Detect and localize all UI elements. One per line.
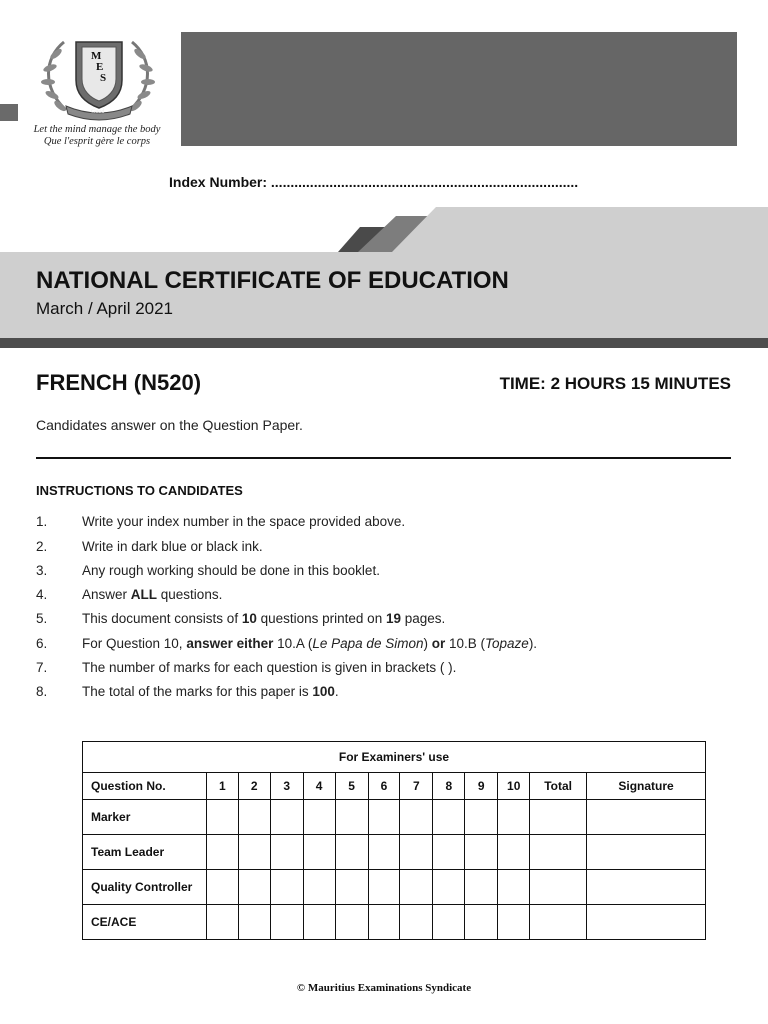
margin-tab xyxy=(0,104,18,121)
header-cell: 10 xyxy=(498,773,530,800)
row-label: Team Leader xyxy=(83,835,207,870)
mark-cell[interactable] xyxy=(465,800,498,835)
mark-cell[interactable] xyxy=(400,835,433,870)
total-cell[interactable] xyxy=(530,870,587,905)
table-row xyxy=(83,800,706,835)
mark-cell[interactable] xyxy=(433,835,465,870)
mark-cell[interactable] xyxy=(465,835,498,870)
seal-letter: E xyxy=(96,61,104,73)
mark-cell[interactable] xyxy=(270,905,303,940)
copyright-icon: © xyxy=(296,982,306,994)
mark-cell[interactable] xyxy=(238,835,270,870)
mark-cell[interactable] xyxy=(238,870,270,905)
mark-cell[interactable] xyxy=(303,905,335,940)
table-row xyxy=(83,835,706,870)
header-cell: 2 xyxy=(238,773,270,800)
instructions-heading: INSTRUCTIONS TO CANDIDATES xyxy=(36,483,243,498)
instruction-text: Write in dark blue or black ink. xyxy=(82,539,263,554)
table-caption: For Examiners' use xyxy=(83,742,706,773)
mark-cell[interactable] xyxy=(238,905,270,940)
mark-cell[interactable] xyxy=(303,800,335,835)
header-cell: 3 xyxy=(270,773,303,800)
instruction-number: 1. xyxy=(36,514,48,529)
time-allowed: TIME: 2 HOURS 15 MINUTES xyxy=(499,374,731,393)
mark-cell[interactable] xyxy=(433,870,465,905)
header-cell: 7 xyxy=(400,773,433,800)
row-label: Marker xyxy=(83,800,207,835)
mark-cell[interactable] xyxy=(335,800,368,835)
header-cell: 4 xyxy=(303,773,335,800)
total-cell[interactable] xyxy=(530,800,587,835)
mark-cell[interactable] xyxy=(400,870,433,905)
instruction-text: Any rough working should be done in this booklet. xyxy=(82,563,380,578)
seal-letter: S xyxy=(100,72,107,84)
instruction-text: Answer ALL questions. xyxy=(82,587,223,602)
mark-cell[interactable] xyxy=(498,905,530,940)
header-cell: 6 xyxy=(368,773,400,800)
mark-cell[interactable] xyxy=(498,800,530,835)
row-label: CE/ACE xyxy=(83,905,207,940)
index-number-field[interactable] xyxy=(169,174,578,190)
copyright-text: Mauritius Examinations Syndicate xyxy=(307,982,472,994)
mark-cell[interactable] xyxy=(206,835,238,870)
header-cell: 8 xyxy=(433,773,465,800)
instruction-text: The total of the marks for this paper is 100. xyxy=(82,684,339,699)
index-number-label: Index Number: xyxy=(169,174,268,190)
mark-cell[interactable] xyxy=(433,905,465,940)
total-cell[interactable] xyxy=(530,905,587,940)
mark-cell[interactable] xyxy=(368,800,400,835)
mark-cell[interactable] xyxy=(303,870,335,905)
instruction-number: 8. xyxy=(36,684,48,699)
signature-cell[interactable] xyxy=(587,835,706,870)
header-grey-box xyxy=(181,32,737,146)
mark-cell[interactable] xyxy=(498,835,530,870)
mark-cell[interactable] xyxy=(270,870,303,905)
index-number-dots: ............................................................................... xyxy=(270,174,579,190)
mark-cell[interactable] xyxy=(465,905,498,940)
header-cell: 5 xyxy=(335,773,368,800)
mark-cell[interactable] xyxy=(206,800,238,835)
mark-cell[interactable] xyxy=(335,905,368,940)
mark-cell[interactable] xyxy=(400,800,433,835)
instruction-number: 4. xyxy=(36,587,48,602)
mark-cell[interactable] xyxy=(465,870,498,905)
header-cell: 1 xyxy=(206,773,238,800)
instruction-number: 2. xyxy=(36,539,48,554)
seal-letter: M xyxy=(91,50,102,62)
certificate-title: NATIONAL CERTIFICATE OF EDUCATION xyxy=(36,267,509,294)
table-row xyxy=(83,905,706,940)
mark-cell[interactable] xyxy=(368,870,400,905)
mark-cell[interactable] xyxy=(433,800,465,835)
divider xyxy=(36,457,731,459)
copyright-footer xyxy=(0,982,768,994)
instruction-number: 6. xyxy=(36,636,48,651)
table-row xyxy=(83,870,706,905)
instruction-text: This document consists of 10 questions printed on 19 pages. xyxy=(82,611,446,626)
mark-cell[interactable] xyxy=(368,835,400,870)
instruction-number: 5. xyxy=(36,611,48,626)
mark-cell[interactable] xyxy=(206,870,238,905)
scroll-text: Good xyxy=(91,109,105,115)
header-cell: Question No. xyxy=(83,773,207,800)
header-cell: Total xyxy=(530,773,587,800)
mark-cell[interactable] xyxy=(206,905,238,940)
header-cell: 9 xyxy=(465,773,498,800)
mark-cell[interactable] xyxy=(368,905,400,940)
instruction-number: 3. xyxy=(36,563,48,578)
mark-cell[interactable] xyxy=(303,835,335,870)
answer-note: Candidates answer on the Question Paper. xyxy=(36,417,303,433)
instruction-number: 7. xyxy=(36,660,48,675)
total-cell[interactable] xyxy=(530,835,587,870)
examiners-use-table xyxy=(82,741,706,940)
motto-french: Que l'esprit gère le corps xyxy=(43,136,151,147)
motto-english: Let the mind manage the body xyxy=(33,124,161,135)
instruction-text: For Question 10, answer either 10.A (Le Papa de Simon) or 10.B (Topaze). xyxy=(82,636,538,651)
subject-title: FRENCH (N520) xyxy=(36,370,202,395)
header-cell: Signature xyxy=(587,773,706,800)
instruction-text: The number of marks for each question is given in brackets ( ). xyxy=(82,660,457,675)
instruction-text: Write your index number in the space provided above. xyxy=(82,514,406,529)
mark-cell[interactable] xyxy=(335,835,368,870)
mark-cell[interactable] xyxy=(238,800,270,835)
mark-cell[interactable] xyxy=(270,835,303,870)
mark-cell[interactable] xyxy=(335,870,368,905)
table-header-row xyxy=(83,773,706,800)
signature-cell[interactable] xyxy=(587,905,706,940)
exam-session: March / April 2021 xyxy=(36,299,174,318)
row-label: Quality Controller xyxy=(83,870,207,905)
mark-cell[interactable] xyxy=(400,905,433,940)
mark-cell[interactable] xyxy=(270,800,303,835)
mark-cell[interactable] xyxy=(498,870,530,905)
signature-cell[interactable] xyxy=(587,870,706,905)
signature-cell[interactable] xyxy=(587,800,706,835)
